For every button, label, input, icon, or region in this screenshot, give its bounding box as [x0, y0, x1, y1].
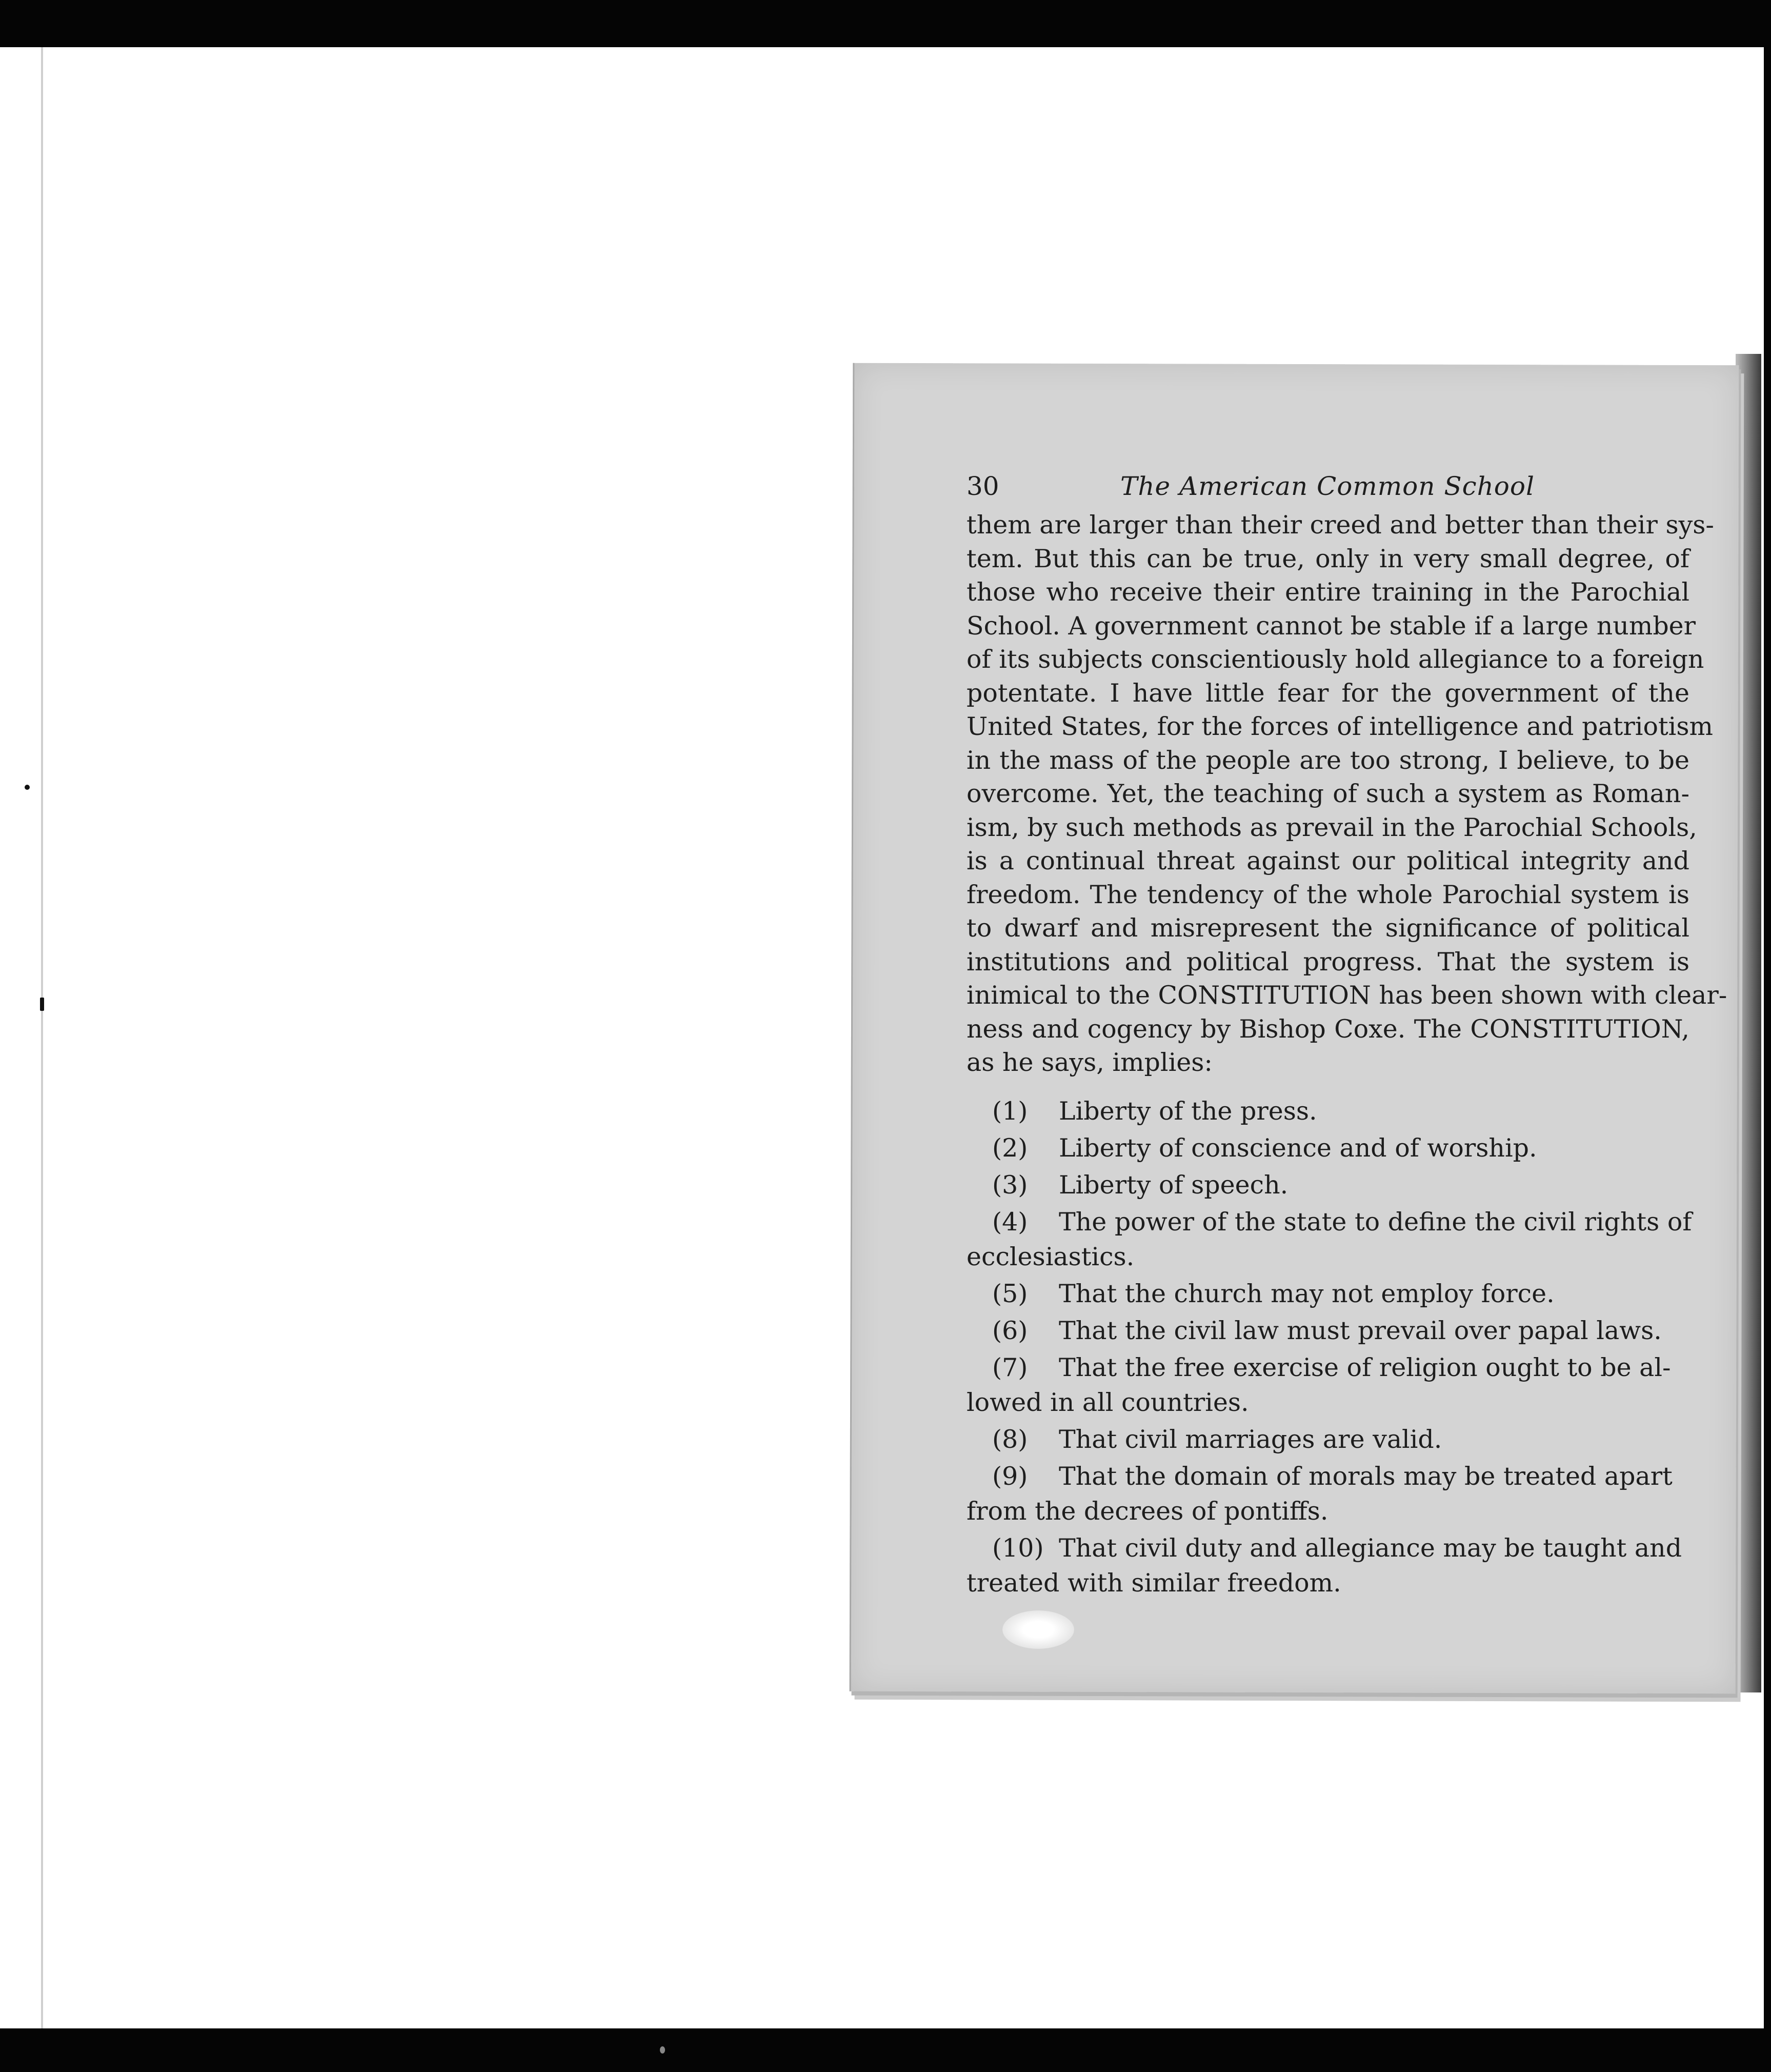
list-item-text: The power of the state to define the civil rights of	[1059, 1207, 1692, 1237]
list-item	[967, 1131, 1689, 1166]
scan-border-left	[0, 47, 43, 2028]
list-item	[967, 1313, 1689, 1348]
list-item-number: (3)	[992, 1170, 1028, 1200]
page-text	[967, 464, 1727, 1603]
list-item-continuation: treated with similar freedom.	[967, 1568, 1341, 1598]
list-item-text: Liberty of speech.	[1059, 1170, 1289, 1200]
list-item	[967, 1422, 1689, 1457]
list-item-number: (5)	[992, 1279, 1028, 1308]
text-line: inimical to the CONSTITUTION has been shown with clear-	[967, 981, 1727, 1010]
list-item-number: (1)	[992, 1096, 1028, 1126]
text-line: is a continual threat against our political integrity and	[967, 846, 1689, 875]
list-item	[967, 1350, 1689, 1420]
list-item	[967, 1531, 1689, 1601]
constitution-implications-list	[967, 1094, 1692, 1601]
text-line: institutions and political progress. That the system is	[967, 947, 1689, 977]
list-item-number: (9)	[992, 1461, 1028, 1491]
list-item-text: That the domain of morals may be treated apart	[1059, 1461, 1673, 1491]
list-item-number: (2)	[992, 1133, 1028, 1163]
list-item-text: Liberty of the press.	[1059, 1096, 1317, 1126]
list-item-continuation: from the decrees of pontiffs.	[967, 1496, 1329, 1526]
text-line: in the mass of the people are too strong, I believe, to be	[967, 745, 1689, 775]
list-item-number: (4)	[992, 1207, 1028, 1237]
list-item	[967, 1205, 1692, 1274]
text-line: as he says, implies:	[967, 1048, 1213, 1077]
scan-speck	[25, 785, 30, 790]
page-number: 30	[967, 471, 999, 501]
list-item-text: Liberty of conscience and of worship.	[1059, 1133, 1537, 1163]
scan-border-top	[0, 0, 1771, 47]
scan-border-bottom	[0, 2028, 1771, 2072]
list-item	[967, 1094, 1689, 1129]
list-item-text: That the free exercise of religion ought to be al-	[1059, 1352, 1671, 1382]
text-line: ism, by such methods as prevail in the Parochial Schools,	[967, 812, 1697, 842]
running-head-title: The American Common School	[1120, 471, 1535, 501]
list-item-text: That civil marriages are valid.	[1059, 1424, 1442, 1454]
text-line: to dwarf and misrepresent the significance of political	[967, 913, 1689, 943]
text-line: United States, for the forces of intelligence and patriotism	[967, 712, 1713, 741]
text-line: potentate. I have little fear for the government of the	[967, 678, 1689, 708]
list-item-text: That civil duty and allegiance may be taught and	[1059, 1533, 1682, 1563]
list-item-number: (10)	[992, 1533, 1044, 1563]
list-item-text: That the church may not employ force.	[1059, 1279, 1555, 1308]
text-line: overcome. Yet, the teaching of such a system as Roman-	[967, 779, 1689, 808]
list-item	[967, 1277, 1689, 1311]
text-line: School. A government cannot be stable if a large number	[967, 611, 1696, 641]
text-line: freedom. The tendency of the whole Parochial system is	[967, 880, 1689, 909]
list-item	[967, 1168, 1689, 1203]
text-line: tem. But this can be true, only in very small degree, of	[967, 544, 1689, 573]
paper-blemish	[1002, 1610, 1074, 1649]
scan-speck	[660, 2046, 665, 2054]
page-stack-edge	[1736, 354, 1761, 1692]
text-line: of its subjects conscientiously hold allegiance to a foreign	[967, 645, 1704, 674]
list-item-continuation: lowed in all countries.	[967, 1387, 1249, 1417]
list-item-text: That the civil law must prevail over papal laws.	[1059, 1316, 1662, 1345]
scan-border-right	[1764, 0, 1771, 2072]
list-item-continuation: ecclesiastics.	[967, 1242, 1135, 1271]
scan-speck	[40, 998, 44, 1011]
body-paragraph	[967, 508, 1727, 1080]
list-item-number: (6)	[992, 1316, 1028, 1345]
list-item-number: (8)	[992, 1424, 1028, 1454]
text-line: ness and cogency by Bishop Coxe. The CONSTITUTION,	[967, 1014, 1689, 1044]
running-head	[967, 464, 1689, 508]
text-line: those who receive their entire training in the Parochial	[967, 577, 1689, 607]
list-item	[967, 1459, 1689, 1529]
text-line: them are larger than their creed and better than their sys-	[967, 510, 1714, 540]
list-item-number: (7)	[992, 1352, 1028, 1382]
